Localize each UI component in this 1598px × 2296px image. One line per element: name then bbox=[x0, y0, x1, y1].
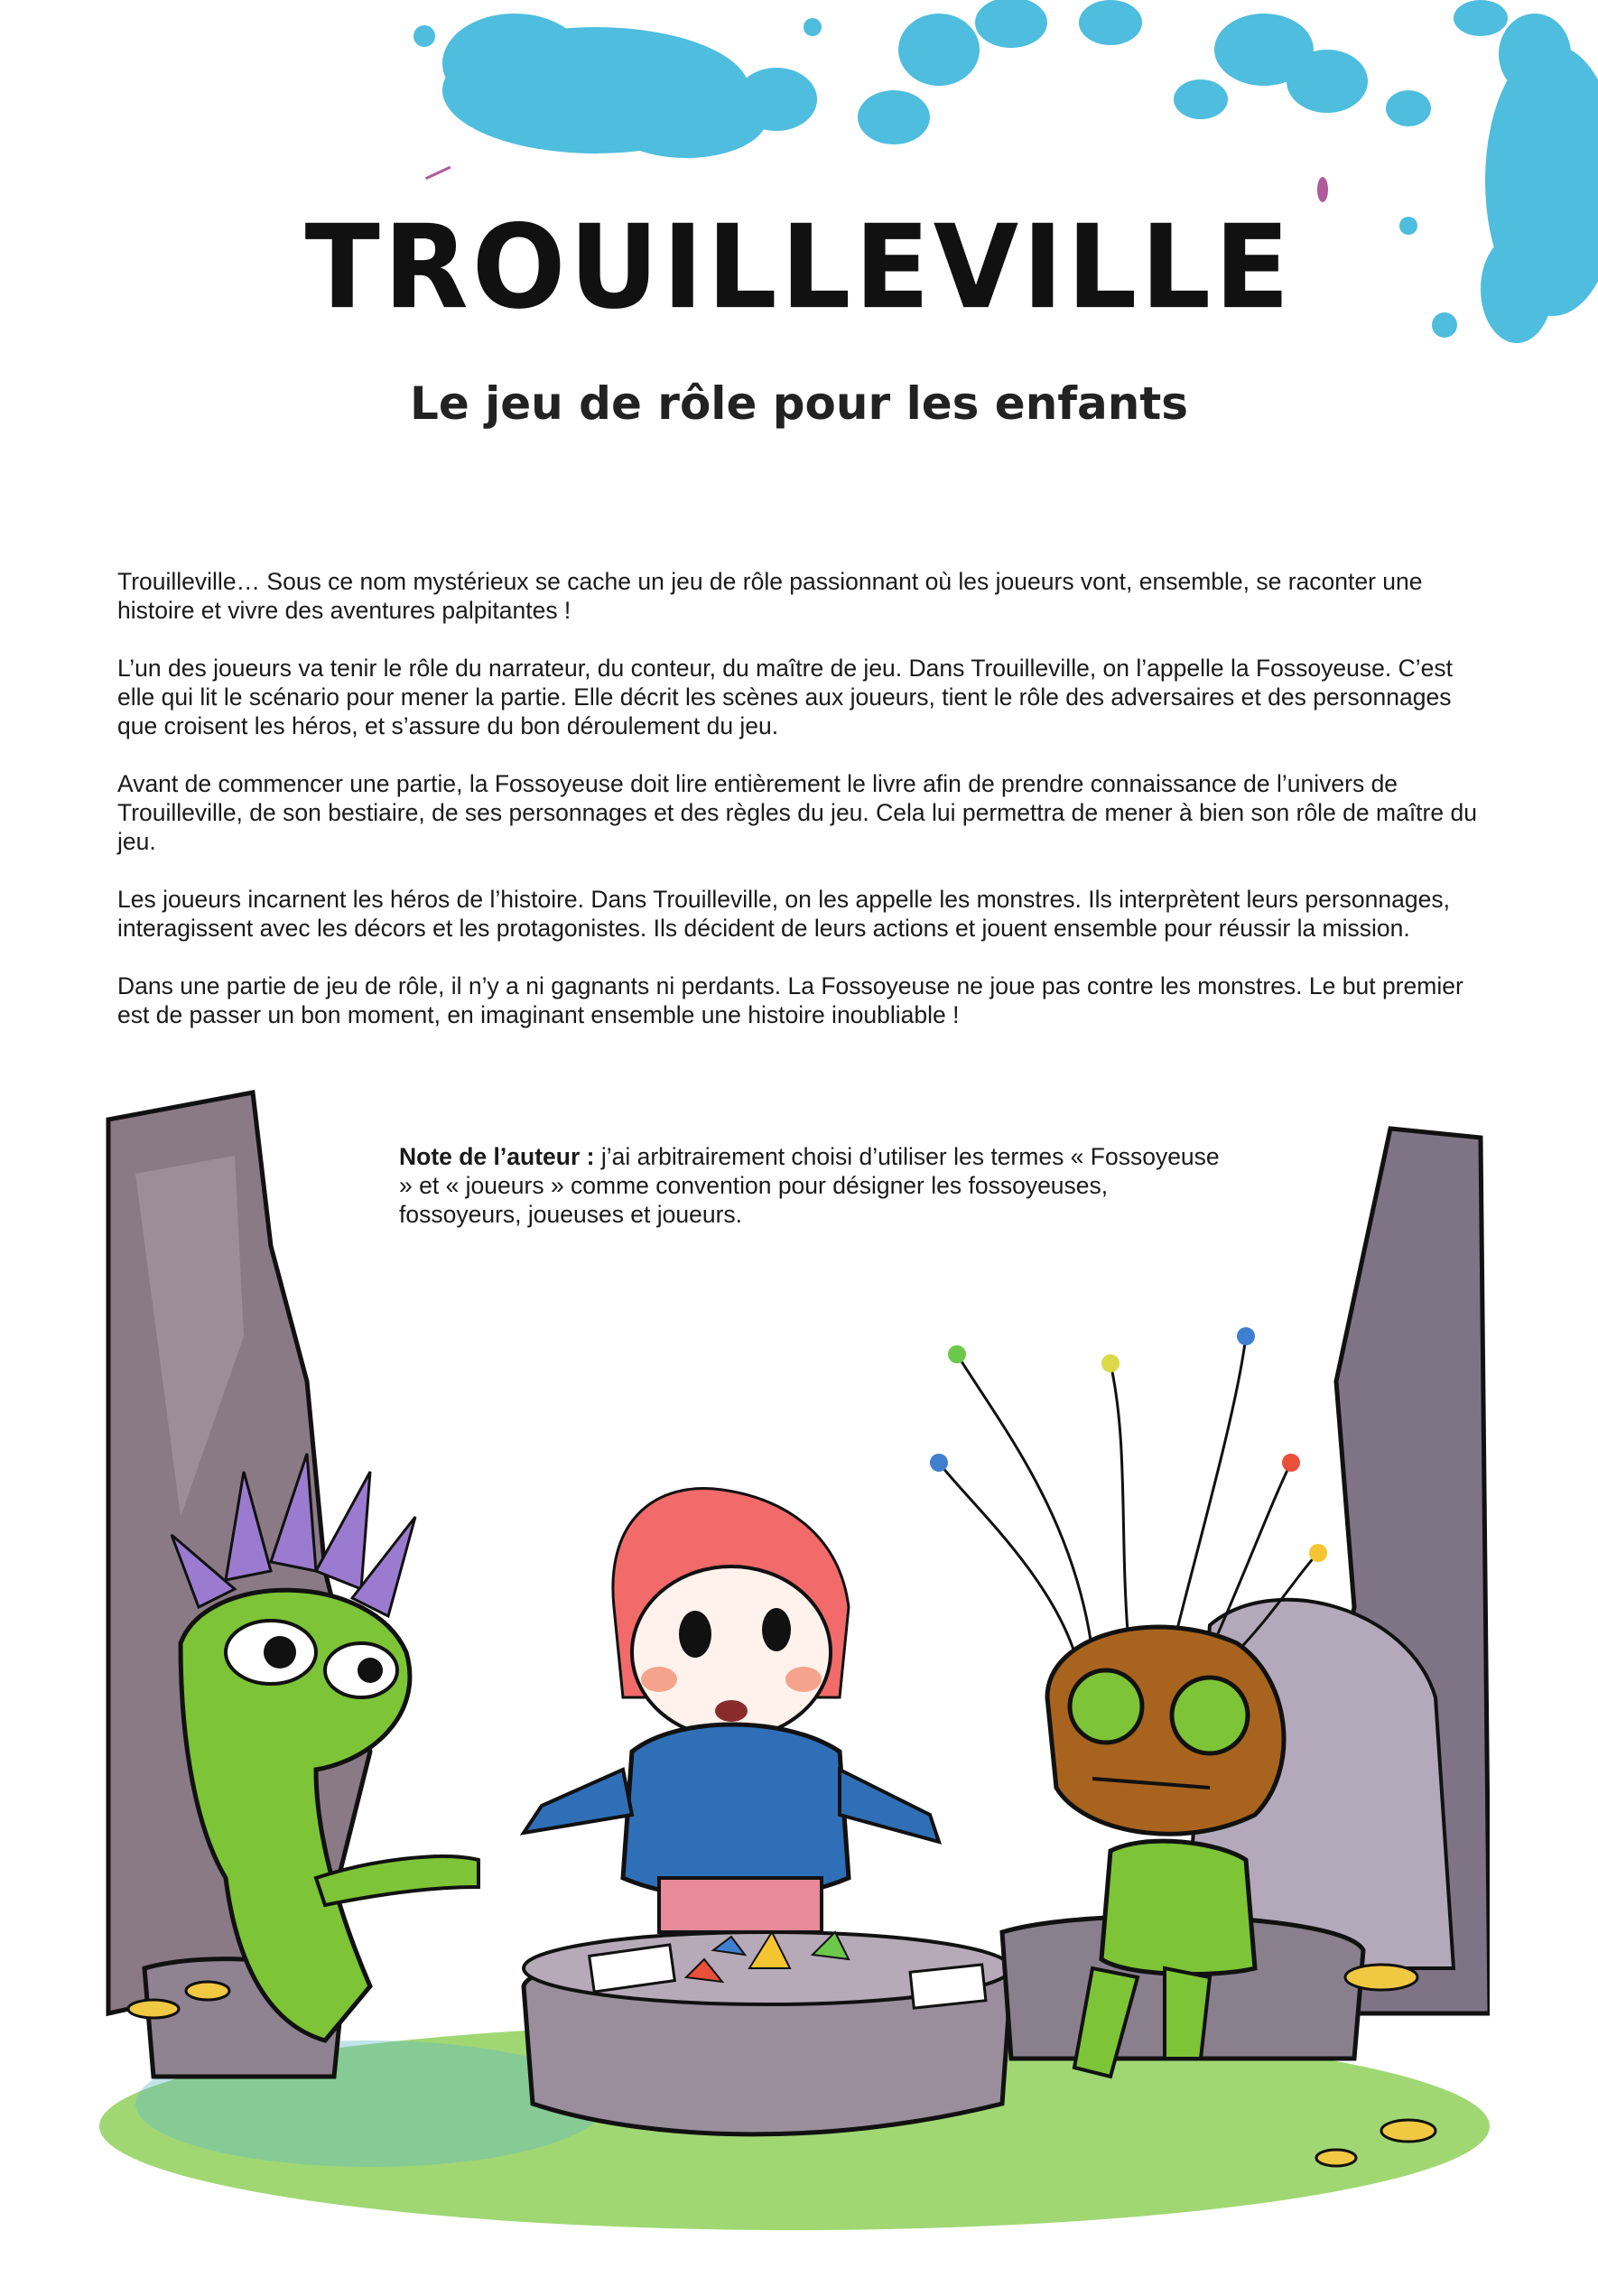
girl-character bbox=[524, 1489, 939, 1932]
author-note-label: Note de l’auteur : bbox=[399, 1143, 595, 1170]
intro-text bbox=[117, 567, 1482, 1058]
author-note bbox=[399, 1142, 1230, 1229]
intro-paragraph: Avant de commencer une partie, la Fossoyeuse doit lire entièrement le livre afin de prendre connaissance de l’univers de Trouilleville, de son bestiaire, de ses personnages et des règles du jeu. Cela lui permettra de mener à bien son rôle de maître du jeu. bbox=[117, 770, 1477, 855]
intro-paragraph: L’un des joueurs va tenir le rôle du narrateur, du conteur, du maître de jeu. Dans Trouilleville, on l’appelle la Fossoyeuse. C’est elle qui lit le scénario pour mener la partie. Elle décrit les scènes aux joueurs, tient le rôle des adversaires et des personnages que croisent les héros, et s’assure du bon déroulement du jeu. bbox=[117, 655, 1453, 739]
intro-paragraph: Trouilleville… Sous ce nom mystérieux se cache un jeu de rôle passionnant où les joueurs vont, ensemble, se raconter une histoire et vivre des aventures palpitantes ! bbox=[117, 568, 1423, 624]
monsters-illustration bbox=[99, 1065, 1490, 2230]
intro-paragraph: Dans une partie de jeu de rôle, il n’y a ni gagnants ni perdants. La Fossoyeuse ne joue pas contre les monstres. Le but premier est de passer un bon moment, en imaginant ensemble une histoire inoubliable ! bbox=[117, 972, 1463, 1028]
author-note-text: j’ai arbitrairement choisi d’utiliser les termes « Fossoyeuse » et « joueurs » comme convention pour désigner les fossoyeuses, fossoyeurs, joueuses et joueurs. bbox=[399, 1143, 1220, 1228]
game-card bbox=[910, 1965, 986, 2008]
intro-paragraph: Les joueurs incarnent les héros de l’histoire. Dans Trouilleville, on les appelle les monstres. Ils interprètent leurs personnages, interagissent avec les décors et les protagonistes. Ils décident de leurs actions et jouent ensemble pour réussir la mission. bbox=[117, 886, 1450, 942]
page-subtitle: Le jeu de rôle pour les enfants bbox=[409, 377, 1189, 430]
page-title: TROUILLEVILLE bbox=[304, 200, 1294, 335]
